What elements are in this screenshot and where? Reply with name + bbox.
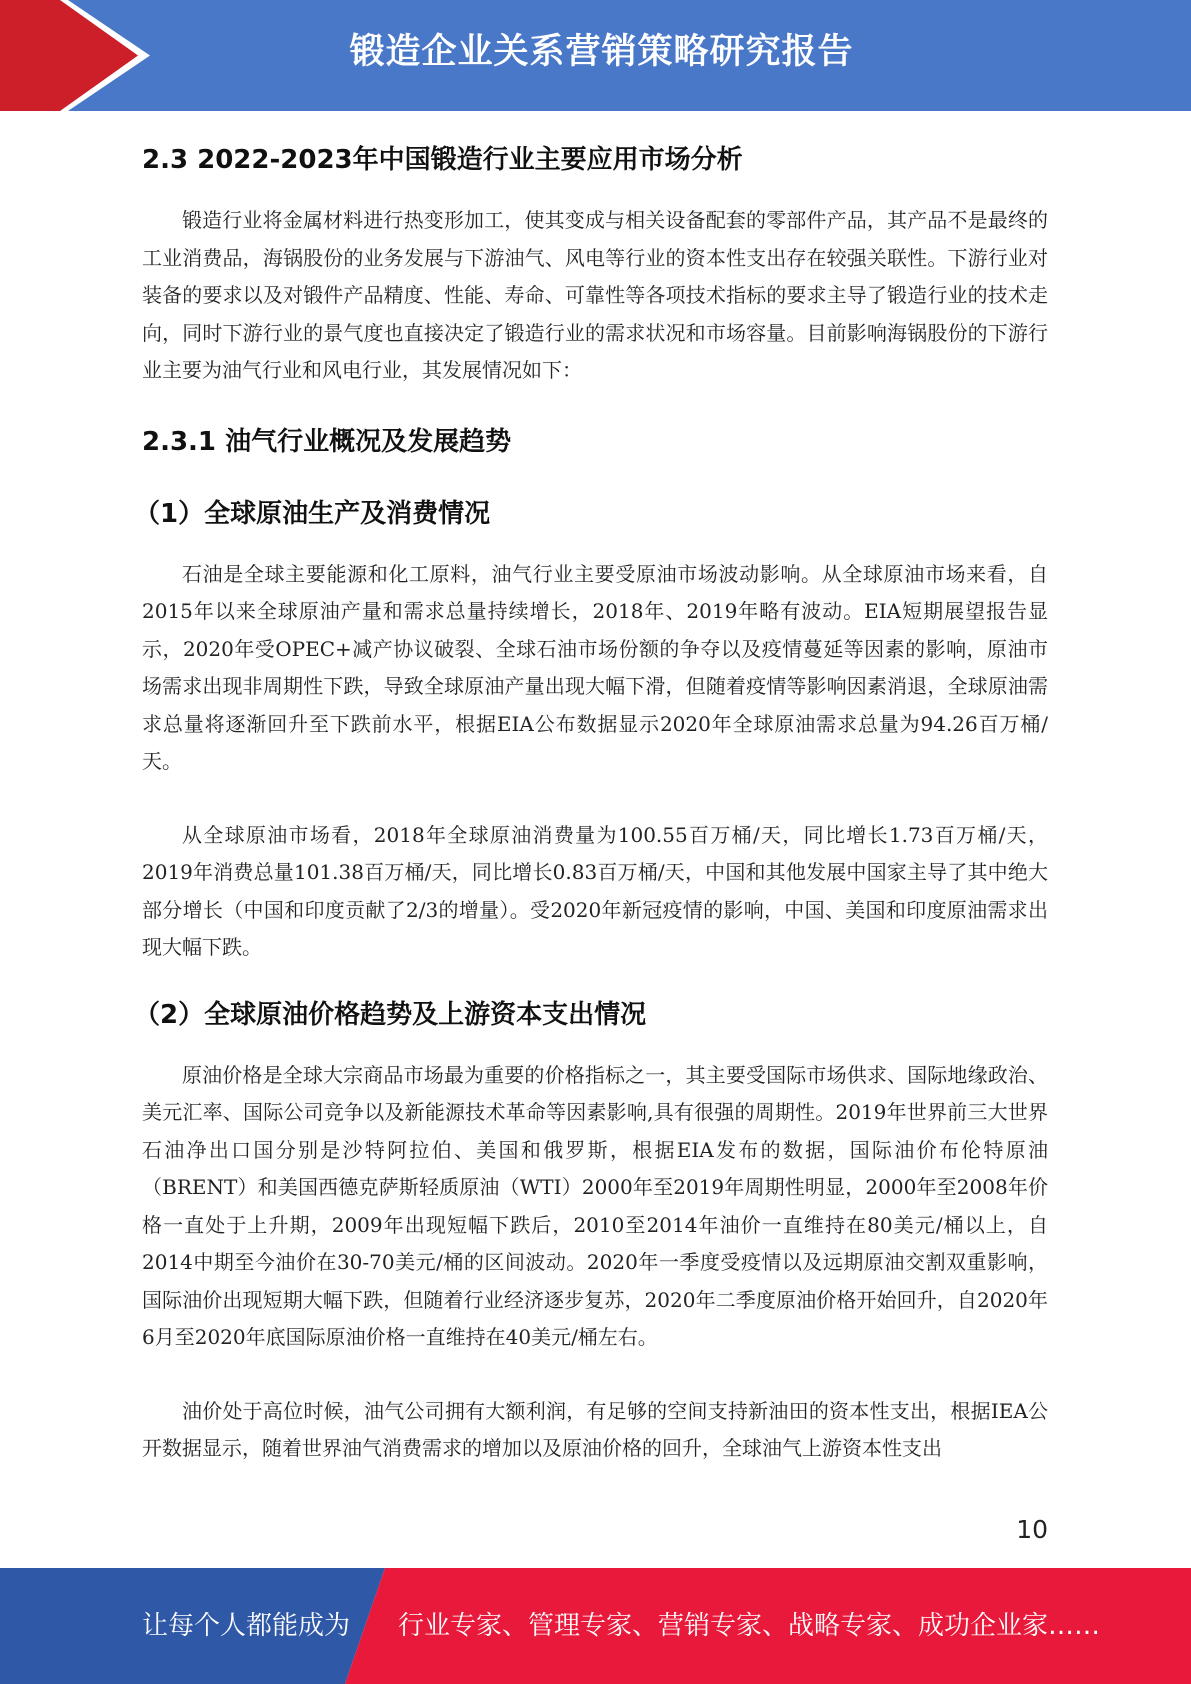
page-content — [134, 114, 1048, 1468]
footer-slogan-left: 让每个人都能成为 — [142, 1611, 351, 1641]
paragraph-global-crude-supply: 石油是全球主要能源和化工原料，油气行业主要受原油市场波动影响。从全球原油市场来看，自2015年以来全球原油产量和需求总量持续增长，2018年、2019年略有波动。EIA短期展望报告显示，2020年受OPEC+减产协议破裂、全球石油市场份额的争夺以及疫情蔓延等因素的影响，原油市场需求出现非周期性下跌，导致全球原油产量出现大幅下滑，但随着疫情等影响因素消退，全球原油需求总量将逐渐回升至下跌前水平，根据EIA公布数据显示2020年全球原油需求总量为94.26百万桶/天。 — [142, 561, 1048, 773]
document-title: 锻造企业关系营销策略研究报告 — [349, 32, 854, 72]
item-heading-global-crude-production: （1）全球原油生产及消费情况 — [134, 498, 491, 529]
item-heading-crude-price-trend: （2）全球原油价格趋势及上游资本支出情况 — [134, 999, 647, 1030]
page-number: 10 — [1016, 1515, 1048, 1544]
paragraph-downstream-industries: 锻造行业将金属材料进行热变形加工，使其变成与相关设备配套的零部件产品，其产品不是最终的工业消费品，海锅股份的业务发展与下游油气、风电等行业的资本性支出存在较强关联性。下游行业对装备的要求以及对锻件产品精度、性能、寿命、可靠性等各项技术指标的要求主导了锻造行业的技术走向，同时下游行业的景气度也直接决定了锻造行业的需求状况和市场容量。目前影响海锅股份的下游行业主要为油气行业和风电行业，其发展情况如下： — [142, 208, 1048, 382]
footer-slogan-right: 行业专家、管理专家、营销专家、战略专家、成功企业家…… — [398, 1611, 1101, 1641]
section-heading-2-3-1: 2.3.1 油气行业概况及发展趋势 — [142, 426, 512, 457]
paragraph-global-crude-consumption: 从全球原油市场看，2018年全球原油消费量为100.55百万桶/天，同比增长1.73百万桶/天，2019年消费总量101.38百万桶/天，同比增长0.83百万桶/天，中国和其他发展中国家主导了其中绝大部分增长（中国和印度贡献了2/3的增量）。受2020年新冠疫情的影响，中国、美国和印度原油需求出现大幅下跌。 — [142, 822, 1048, 959]
paragraph-upstream-capex: 油价处于高位时候，油气公司拥有大额利润，有足够的空间支持新油田的资本性支出，根据IEA公开数据显示，随着世界油气消费需求的增加以及原油价格的回升，全球油气上游资本性支出 — [142, 1398, 1048, 1460]
page-footer — [0, 1568, 1191, 1684]
section-heading-2-3: 2.3 2022-2023年中国锻造行业主要应用市场分析 — [142, 145, 743, 175]
page-header — [0, 0, 1191, 111]
paragraph-crude-price: 原油价格是全球大宗商品市场最为重要的价格指标之一，其主要受国际市场供求、国际地缘政治、美元汇率、国际公司竞争以及新能源技术革命等因素影响,具有很强的周期性。2019年世界前三大世界石油净出口国分别是沙特阿拉伯、美国和俄罗斯，根据EIA发布的数据，国际油价布伦特原油（BRENT）和美国西德克萨斯轻质原油（WTI）2000年至2019年周期性明显，2000年至2008年价格一直处于上升期，2009年出现短幅下跌后，2010至2014年油价一直维持在80美元/桶以上，自2014中期至今油价在30-70美元/桶的区间波动。2020年一季度受疫情以及远期原油交割双重影响，国际油价出现短期大幅下跌，但随着行业经济逐步复苏，2020年二季度原油价格开始回升，自2020年6月至2020年底国际原油价格一直维持在40美元/桶左右。 — [142, 1062, 1048, 1349]
